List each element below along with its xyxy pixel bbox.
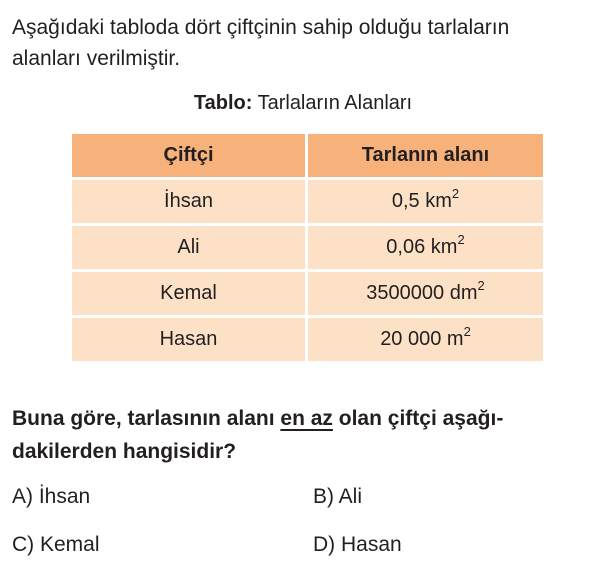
area-value: 20 000 m <box>380 328 464 350</box>
question-line-2: dakilerden hangisidir? <box>12 440 237 463</box>
question-post: olan çiftçi aşağı- <box>332 407 504 430</box>
question-line-1 <box>12 402 602 435</box>
area-exponent: 2 <box>457 232 465 247</box>
caption-label: Tablo: <box>193 92 253 114</box>
table-row <box>71 271 545 317</box>
option-c[interactable]: C) Kemal <box>12 533 100 556</box>
intro-line-1: Aşağıdaki tabloda dört çiftçinin sahip olduğu tarlaların <box>12 16 510 39</box>
table-header-row <box>71 133 545 179</box>
question-pre: Buna göre, tarlasının alanı <box>12 407 281 430</box>
area-exponent: 2 <box>463 324 471 339</box>
header-farmer: Çiftçi <box>71 133 307 179</box>
option-a[interactable]: A) İhsan <box>12 485 91 508</box>
area-cell <box>307 271 545 317</box>
field-area-table <box>69 131 546 364</box>
table-row <box>71 225 545 271</box>
area-exponent: 2 <box>451 186 460 201</box>
intro-line-2: alanları verilmiştir. <box>12 47 181 70</box>
farmer-cell: Kemal <box>71 271 307 317</box>
table-row <box>71 317 545 363</box>
intro-text <box>12 12 602 74</box>
area-value: 0,06 km <box>386 236 458 258</box>
table-row <box>71 179 545 225</box>
farmer-cell: İhsan <box>71 179 307 225</box>
option-d[interactable]: D) Hasan <box>313 533 402 556</box>
area-value: 3500000 dm <box>366 282 478 304</box>
question-text <box>12 402 602 468</box>
area-cell <box>307 317 545 363</box>
header-area: Tarlanın alanı <box>307 133 545 179</box>
option-b[interactable]: B) Ali <box>313 485 363 508</box>
area-value: 0,5 km <box>391 190 452 212</box>
area-cell <box>307 225 545 271</box>
farmer-cell: Ali <box>71 225 307 271</box>
farmer-cell: Hasan <box>71 317 307 363</box>
area-exponent: 2 <box>477 278 485 293</box>
caption-title: Tarlaların Alanları <box>252 92 413 114</box>
question-emphasis: en az <box>280 407 333 430</box>
area-cell <box>307 179 545 225</box>
table-caption <box>0 90 606 116</box>
